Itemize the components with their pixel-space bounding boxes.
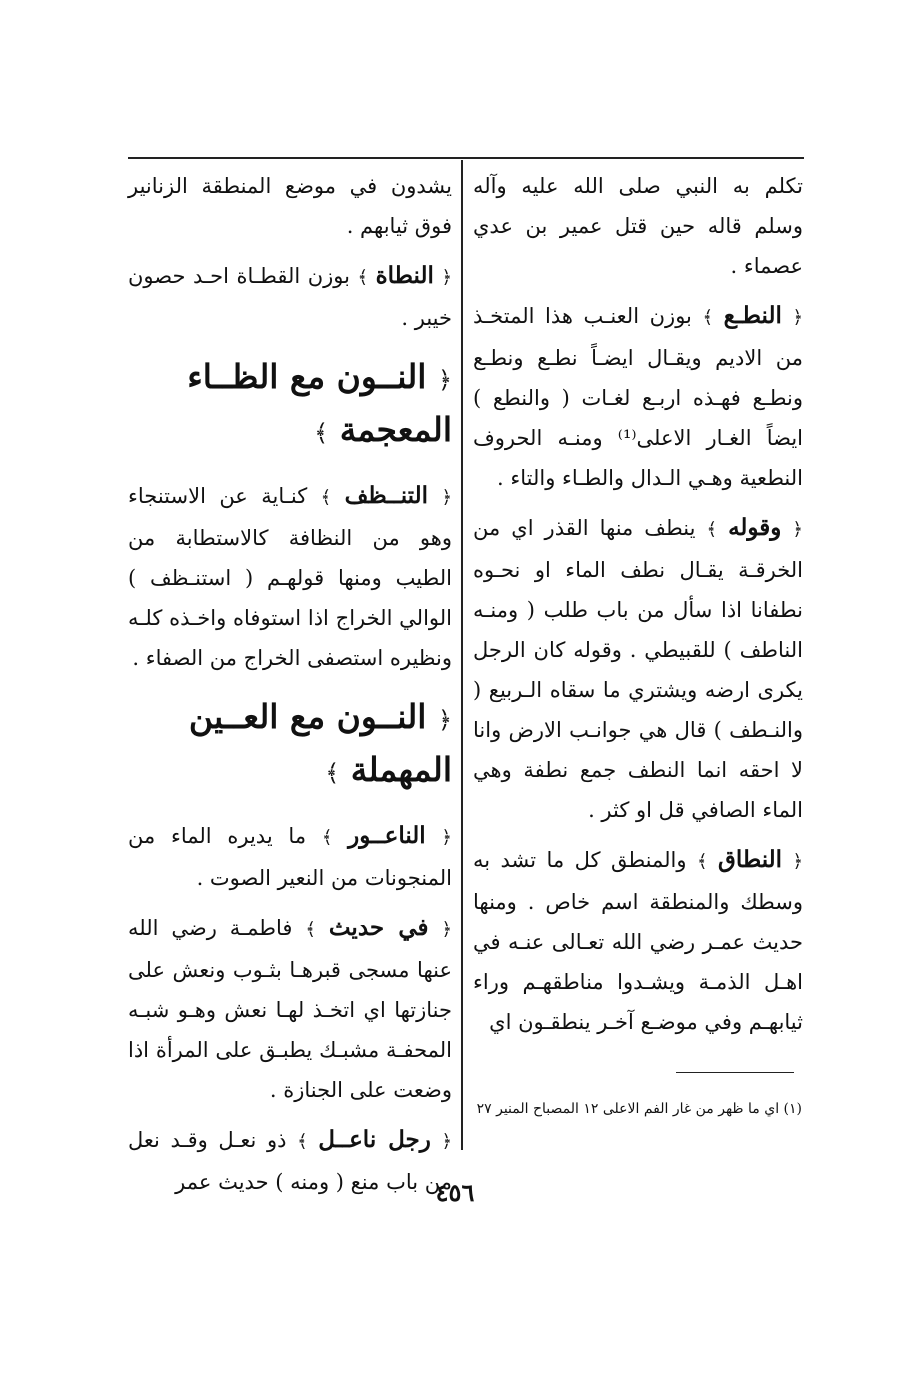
entry-headword: النطاة — [375, 262, 434, 289]
entry-paragraph: ﴿ في حديث ﴾ فاطمـة رضي الله عنها مسجى قبرهـا بثـوب ونعش على جنازتها اي اتخـذ لهـا نعش وهـو شبـه المحفـة مشبـك يطبـق على المرأة اذا وضعت على الجنازة . — [128, 914, 452, 1102]
entry-paragraph: ﴿ الناعــور ﴾ ما يديره الماء من المنجونات من النعير الصوت . — [128, 822, 452, 890]
section-heading: ﴿ النــون مع العــين المهملة ﴾ — [188, 697, 452, 789]
entry-paragraph: ﴿ وقوله ﴾ ينطف منها القذر اي من الخرقـة يقـال نطف الماء او نحـوه نطفانا اذا سأل من باب طلب ( ومنـه الناطف ) للقبيطي . وقوله كان الرجل يكرى ارضه ويشتري ما سقاه الـربيع ( والنـطف ) قال هي جوانـب الارض وانا لا احقه انما النطف جمع نطفة وهي الماء الصافي قل او كثر . — [473, 514, 803, 822]
entry-paragraph: ﴿ التنــظف ﴾ كنـاية عن الاستنجاء وهو من النظافة كالاستطابة من الطيب ومنها قولهـم ( استنـظف ) الوالي الخراج اذا استوفاه واخـذه كلـه ونظيره استصفى الخراج من الصفاء . — [128, 482, 452, 670]
entry-headword: وقوله — [728, 514, 782, 541]
section-heading: ﴿ النــون مع الظــاء المعجمة ﴾ — [187, 357, 452, 449]
entry-headword: رجل ناعــل — [318, 1126, 431, 1153]
entry-headword: في حديث — [328, 914, 429, 941]
paragraph: يشدون في موضع المنطقة الزنانير فوق ثيابهم . — [128, 174, 452, 238]
entry-paragraph: ﴿ النطاق ﴾ والمنطق كل ما تشد به وسطك والمنطقة اسم خاص . ومنها حديث عمـر رضي الله تعـالى عنـه في اهـل الذمـة ويشـدوا مناطقهـم وراء ثيابهـم وفي موضـع آخـر ينطقـون اي — [473, 846, 804, 1034]
footnote-rule — [676, 1072, 794, 1073]
entry-headword: النطـع — [723, 302, 782, 329]
entry-headword: التنــظف — [344, 482, 429, 509]
entry-headword: الناعــور — [348, 822, 426, 849]
entry-paragraph: ﴿ رجل ناعــل ﴾ ذو نعـل وقـد نعل من باب منع ( ومنه ) حديث عمر — [128, 1126, 452, 1194]
footnote: (١) اي ما ظهر من غار الفم الاعلى ١٢ المصباح المنير ٢٧ — [476, 1101, 802, 1117]
page-number: ٤٥٦ — [435, 1178, 475, 1207]
left-column — [128, 166, 452, 1212]
column-divider — [461, 160, 463, 1150]
entry-headword: النطاق — [717, 846, 783, 873]
paragraph: تكلم به النبي صلى الله عليه وآله وسلم قاله حين قتل عمير بن عدي عصماء . — [473, 174, 803, 278]
entry-paragraph: ﴿ النطاة ﴾ بوزن القطـاة احـد حصون خيبر . — [128, 262, 452, 330]
top-rule — [128, 157, 804, 159]
entry-paragraph: ﴿ النطـع ﴾ بوزن العنـب هذا المتخـذ من الاديم ويقـال ايضـاً نطـع ونطـع ونطـع فهـذه اربـع لغـات ( والنطع ) ايضاً الغـار الاعلى⁽¹⁾ ومنـه الحروف النطعية وهـي الـدال والطـاء والتاء . — [473, 302, 804, 490]
right-column — [473, 166, 803, 1052]
